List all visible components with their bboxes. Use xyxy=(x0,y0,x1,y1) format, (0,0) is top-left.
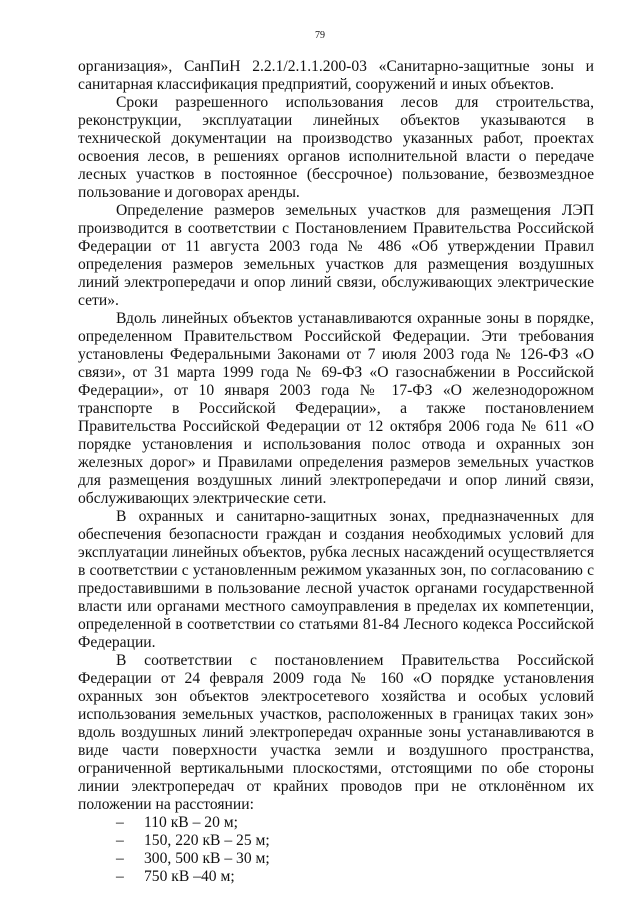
list-dash: – xyxy=(116,814,124,831)
list-item xyxy=(78,850,594,868)
paragraph-sanitary-zones-felling: В охранных и санитарно-защитных зонах, предназначенных для обеспечения безопасности граждан и создания необходимых условий для эксплуатации линейных объектов, рубка лесных насаждений осуществляется в соответствии с установленным режимом указанных зон, по согласованию с предоставившими в пользование лесной участок органами государственной власти или органами местного самоуправления в пределах их компетенции, определенной в соответствии со статьями 81-84 Лесного кодекса Российской Федерации. xyxy=(78,508,594,651)
list-item xyxy=(78,868,594,886)
list-dash: – xyxy=(116,832,124,849)
list-item xyxy=(78,814,594,832)
list-item-text: 750 кВ –40 м; xyxy=(144,868,235,885)
page-number: 79 xyxy=(315,30,325,41)
list-item-text: 300, 500 кВ – 30 м; xyxy=(144,850,270,867)
paragraph-sanpin-continuation: организация», СанПиН 2.2.1/2.1.1.200-03 «Санитарно-защитные зоны и санитарная классификация предприятий, сооружений и иных объектов. xyxy=(78,58,594,93)
paragraph-protection-zones: Вдоль линейных объектов устанавливаются охранные зоны в порядке, определенном Правительством Российской Федерации. Эти требования установлены Федеральными Законами от 7 июля 2003 года № 126-ФЗ «О связи», от 31 марта 1999 года № 69-ФЗ «О газоснабжении в Российской Федерации», от 10 января 2003 года № 17-ФЗ «О железнодорожном транспорте в Российской Федерации», а также постановлением Правительства Российской Федерации от 12 октября 2006 года № 611 «О порядке установления и использования полос отвода и охранных зон железных дорог» и Правилами определения размеров земельных участков для размещения воздушных линий электропередачи и опор линий связи, обслуживающих электрические сети. xyxy=(78,310,594,507)
paragraph-forest-use-terms: Сроки разрешенного использования лесов для строительства, реконструкции, эксплуатации линейных объектов указываются в технической документации на производство указанных работ, проектах освоения лесов, в решениях органов исполнительной власти о передаче лесных участков в постоянное (бессрочное) пользование, безвозмездное пользование и договорах аренды. xyxy=(78,94,594,201)
paragraph-power-line-zones: В соответствии с постановлением Правительства Российской Федерации от 24 февраля 2009 года № 160 «О порядке установления охранных зон объектов электросетевого хозяйства и особых условий использования земельных участков, расположенных в границах таких зон» вдоль воздушных линий электропередач охранные зоны устанавливаются в виде части поверхности участка земли и воздушного пространства, ограниченной вертикальными плоскостями, отстоящими по обе стороны линии электропередач от крайних проводов при не отклонённом их положении на расстоянии: xyxy=(78,652,594,813)
list-dash: – xyxy=(116,868,124,885)
list-item-text: 150, 220 кВ – 25 м; xyxy=(144,832,270,849)
list-dash: – xyxy=(116,850,124,867)
list-item xyxy=(78,832,594,850)
list-item-text: 110 кВ – 20 м; xyxy=(144,814,238,831)
paragraph-land-plot-sizes: Определение размеров земельных участков для размещения ЛЭП производится в соответствии с Постановлением Правительства Российской Федерации от 11 августа 2003 года № 486 «Об утверждении Правил определения размеров земельных участков для размещения воздушных линий электропередачи и опор линий связи, обслуживающих электрические сети». xyxy=(78,202,594,309)
voltage-distance-list xyxy=(78,814,594,886)
document-body xyxy=(78,58,594,886)
